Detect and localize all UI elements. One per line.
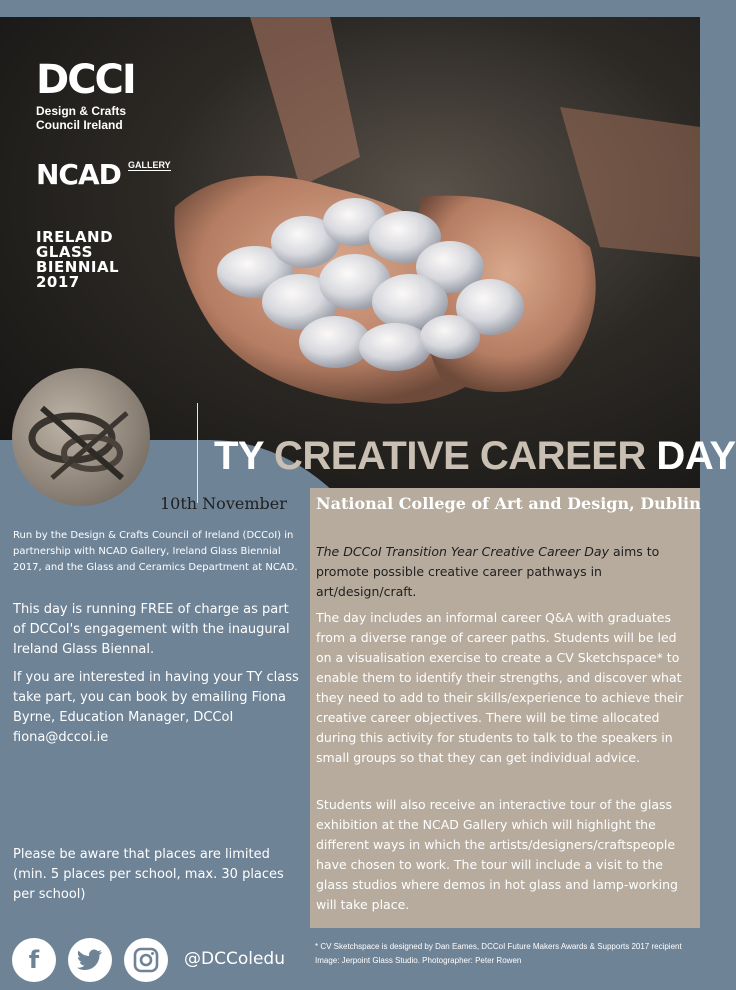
event-description: The day includes an informal career Q&A with graduates from a diverse range of career paths. Students will be led on a visualisation exercise to create a CV Sketchspace* to enable them to identify their strengths, and discover what they need to add to their skills/experience to achieve their creative career objectives. There will be time allocated during this activity for students to talk to the speakers in small groups so that they can get individual advice. (316, 610, 684, 765)
headline-day: DAY (645, 434, 736, 478)
instagram-camera-shape (133, 947, 159, 973)
organiser-intro: Run by the Design & Crafts Council of Ireland (DCCoI) in partnership with NCAD Gallery, Ireland Glass Biennial 2017, and the Glass and Ceramics Department at NCAD. (13, 530, 298, 573)
igb-line: 2017 (36, 273, 80, 291)
glass-tools-photo (12, 368, 150, 506)
booking-info (13, 668, 303, 748)
free-of-charge-note: This day is running FREE of charge as part of DCCoI's engagement with the inaugural Ireland Glass Biennal. (13, 602, 290, 657)
dcci-mark: DCCI (36, 57, 135, 103)
tools-illustration (12, 368, 150, 506)
ncad-mark: NCAD (36, 158, 121, 191)
event-aim-title: The DCCoI Transition Year Creative Career Day (316, 544, 609, 559)
dcci-name: Design & Crafts Council Ireland (36, 104, 127, 132)
credit-cv-sketchspace: * CV Sketchspace is designed by Dan Eames, DCCoI Future Makers Awards & Supports 2017 recipient (315, 942, 682, 951)
places-limit-note: Please be aware that places are limited (min. 5 places per school, max. 30 places per school) (13, 847, 284, 902)
instagram-icon[interactable] (124, 938, 168, 982)
headline-ty: TY (214, 434, 275, 478)
igb-line: GLASS (36, 243, 93, 261)
event-headline (214, 432, 736, 480)
gallery-tour-description: Students will also receive an interactive tour of the glass exhibition at the NCAD Gallery which will highlight the different ways in which the artists/designers/craftspeople have chosen to work. The tour will include a visit to the glass studios where demos in hot glass and lamp-working will take place. (316, 797, 678, 912)
credit-image: Image: Jerpoint Glass Studio. Photographer: Peter Rowen (315, 956, 522, 965)
event-venue: National College of Art and Design, Dublin (316, 494, 701, 513)
igb-line: IRELAND (36, 228, 114, 246)
twitter-icon[interactable] (68, 938, 112, 982)
event-date: 10th November (160, 494, 287, 513)
booking-email-link[interactable]: fiona@dccoi.ie (13, 730, 109, 745)
event-aim (316, 542, 690, 602)
booking-text: If you are interested in having your TY class take part, you can book by emailing Fiona Byrne, Education Manager, DCCoI (13, 670, 299, 725)
dcci-logo (36, 57, 146, 132)
event-aim-text: aims to promote possible creative career pathways in art/design/craft. (316, 544, 660, 599)
twitter-bird-shape (77, 949, 103, 971)
ireland-glass-biennial-logo (36, 230, 146, 290)
igb-line: BIENNIAL (36, 258, 120, 276)
credits (315, 940, 695, 968)
headline-creative-career: CREATIVE CAREER (274, 434, 646, 478)
social-handle[interactable]: @DCColedu (184, 949, 285, 969)
vertical-divider (197, 403, 198, 503)
facebook-icon[interactable]: f (12, 938, 56, 982)
top-border (0, 0, 700, 17)
ncad-gallery-logo (36, 160, 171, 190)
ncad-gallery-label: GALLERY (128, 160, 171, 170)
